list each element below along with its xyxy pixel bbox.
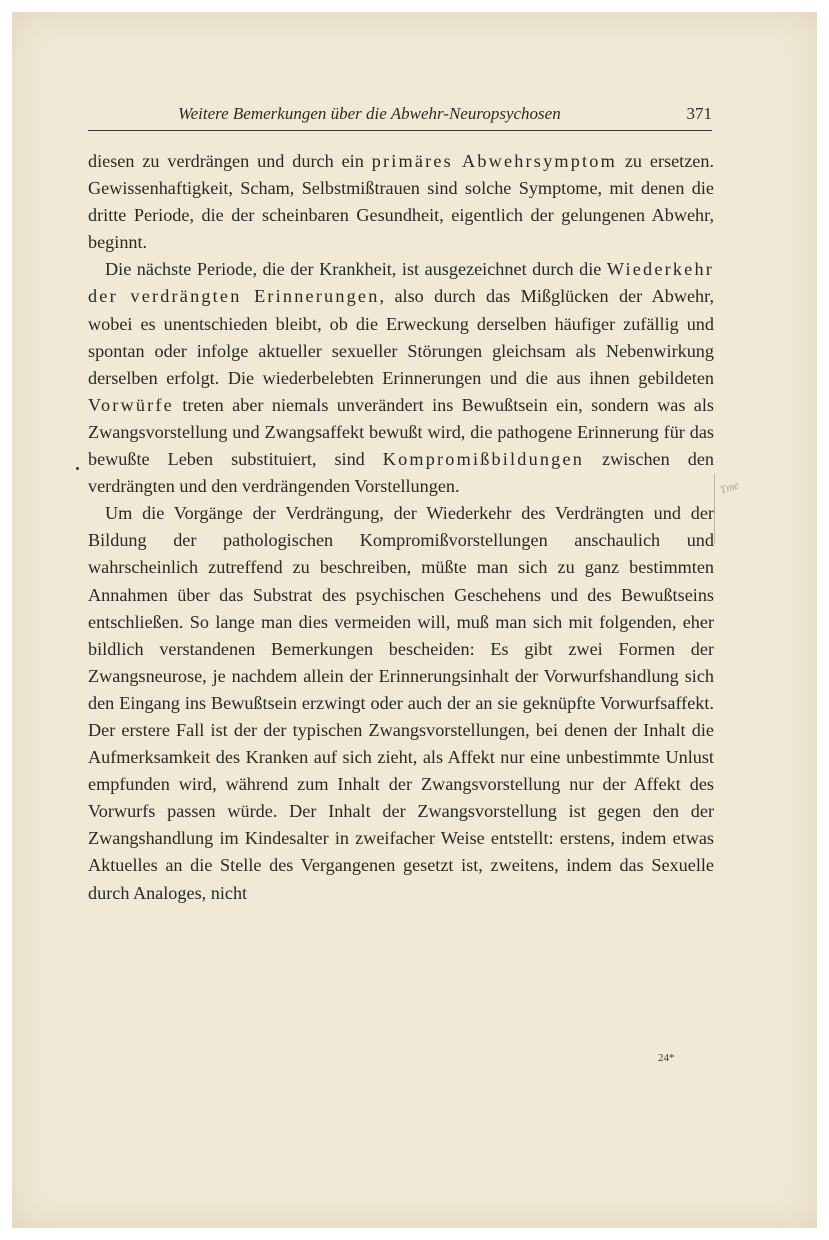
paragraph-1-spaced-term: primäres Abwehrsymptom: [371, 151, 617, 171]
margin-pencil-note: Tme: [718, 479, 741, 497]
book-page: [12, 12, 817, 1228]
paragraph-2-text-a: Die nächste Periode, die der Krankheit, ist ausgezeichnet durch die: [105, 259, 607, 280]
signature-mark: 24*: [658, 1052, 675, 1064]
page-number: 371: [686, 104, 712, 123]
paragraph-1-text-b: zu ersetzen. Gewissenhaftigkeit, Scham, Selbstmißtrauen sind solche Symptome, mit denen die dritte Periode, die der scheinbaren Gesundheit, eigentlich der gelungenen Abwehr, beginnt.: [88, 151, 714, 253]
paragraph-2-text-b: , also durch das Mißglücken der Abwehr, wobei es unentschieden bleibt, ob die Erweckung derselben häufiger zufällig und spontan oder infolge aktueller sexueller Störungen gleichsam als Nebenwirkung derselben erfolgt. Die wiederbelebten Erinnerungen und die aus ihnen gebildeten: [88, 286, 714, 388]
running-head: [88, 104, 712, 131]
running-title: Weitere Bemerkungen über die Abwehr-Neuropsychosen: [178, 104, 561, 123]
body-text: [88, 148, 714, 907]
paragraph-2-spaced-term-1: Wiederkehr der verdrängten Erinnerungen: [88, 259, 714, 307]
margin-dot: [76, 467, 79, 470]
paragraph-2-spaced-term-2: Vorwürfe: [88, 394, 174, 415]
paragraph-2-text-c: treten aber niemals unverändert ins Bewußtsein ein, sondern was als Zwangsvorstellung und Zwangsaffekt bewußt wird, die pathogene Erinnerung für das bewußte Leben substituiert, sind: [88, 394, 714, 470]
paragraph-2: [88, 256, 714, 500]
paragraph-1-text-a: diesen zu verdrängen und durch ein: [88, 151, 372, 171]
paragraph-2-spaced-term-3: Kompromißbildungen: [382, 449, 585, 470]
margin-pencil-line: [714, 474, 715, 544]
paragraph-1: [88, 148, 714, 256]
paragraph-2-text-d: zwischen den verdrängten und den verdrängenden Vorstellungen.: [88, 449, 714, 497]
paragraph-3: Um die Vorgänge der Verdrängung, der Wiederkehr des Verdrängten und der Bildung der pathologischen Kompromißvorstellungen anschaulich und wahrscheinlich zutreffend zu beschreiben, müßte man sich zu ganz bestimmten Annahmen über das Substrat des psychischen Geschehens und des Bewußtseins entschließen. So lange man dies vermeiden will, muß man sich mit folgenden, eher bildlich verstandenen Bemerkungen bescheiden: Es gibt zwei Formen der Zwangsneurose, je nachdem allein der Erinnerungsinhalt der Vorwurfshandlung sich den Eingang ins Bewußtsein erzwingt oder auch der an sie geknüpfte Vorwurfsaffekt. Der erstere Fall ist der der typischen Zwangsvorstellungen, bei denen der Inhalt die Aufmerksamkeit des Kranken auf sich zieht, als Affekt nur eine unbestimmte Unlust empfunden wird, während zum Inhalt der Zwangsvorstellung nur der Affekt des Vorwurfs passen würde. Der Inhalt der Zwangsvorstellung ist gegen den der Zwangshandlung im Kindesalter in zweifacher Weise entstellt: erstens, indem etwas Aktuelles an die Stelle des Vergangenen gesetzt ist, zweitens, indem das Sexuelle durch Analoges, nicht: [88, 503, 714, 903]
